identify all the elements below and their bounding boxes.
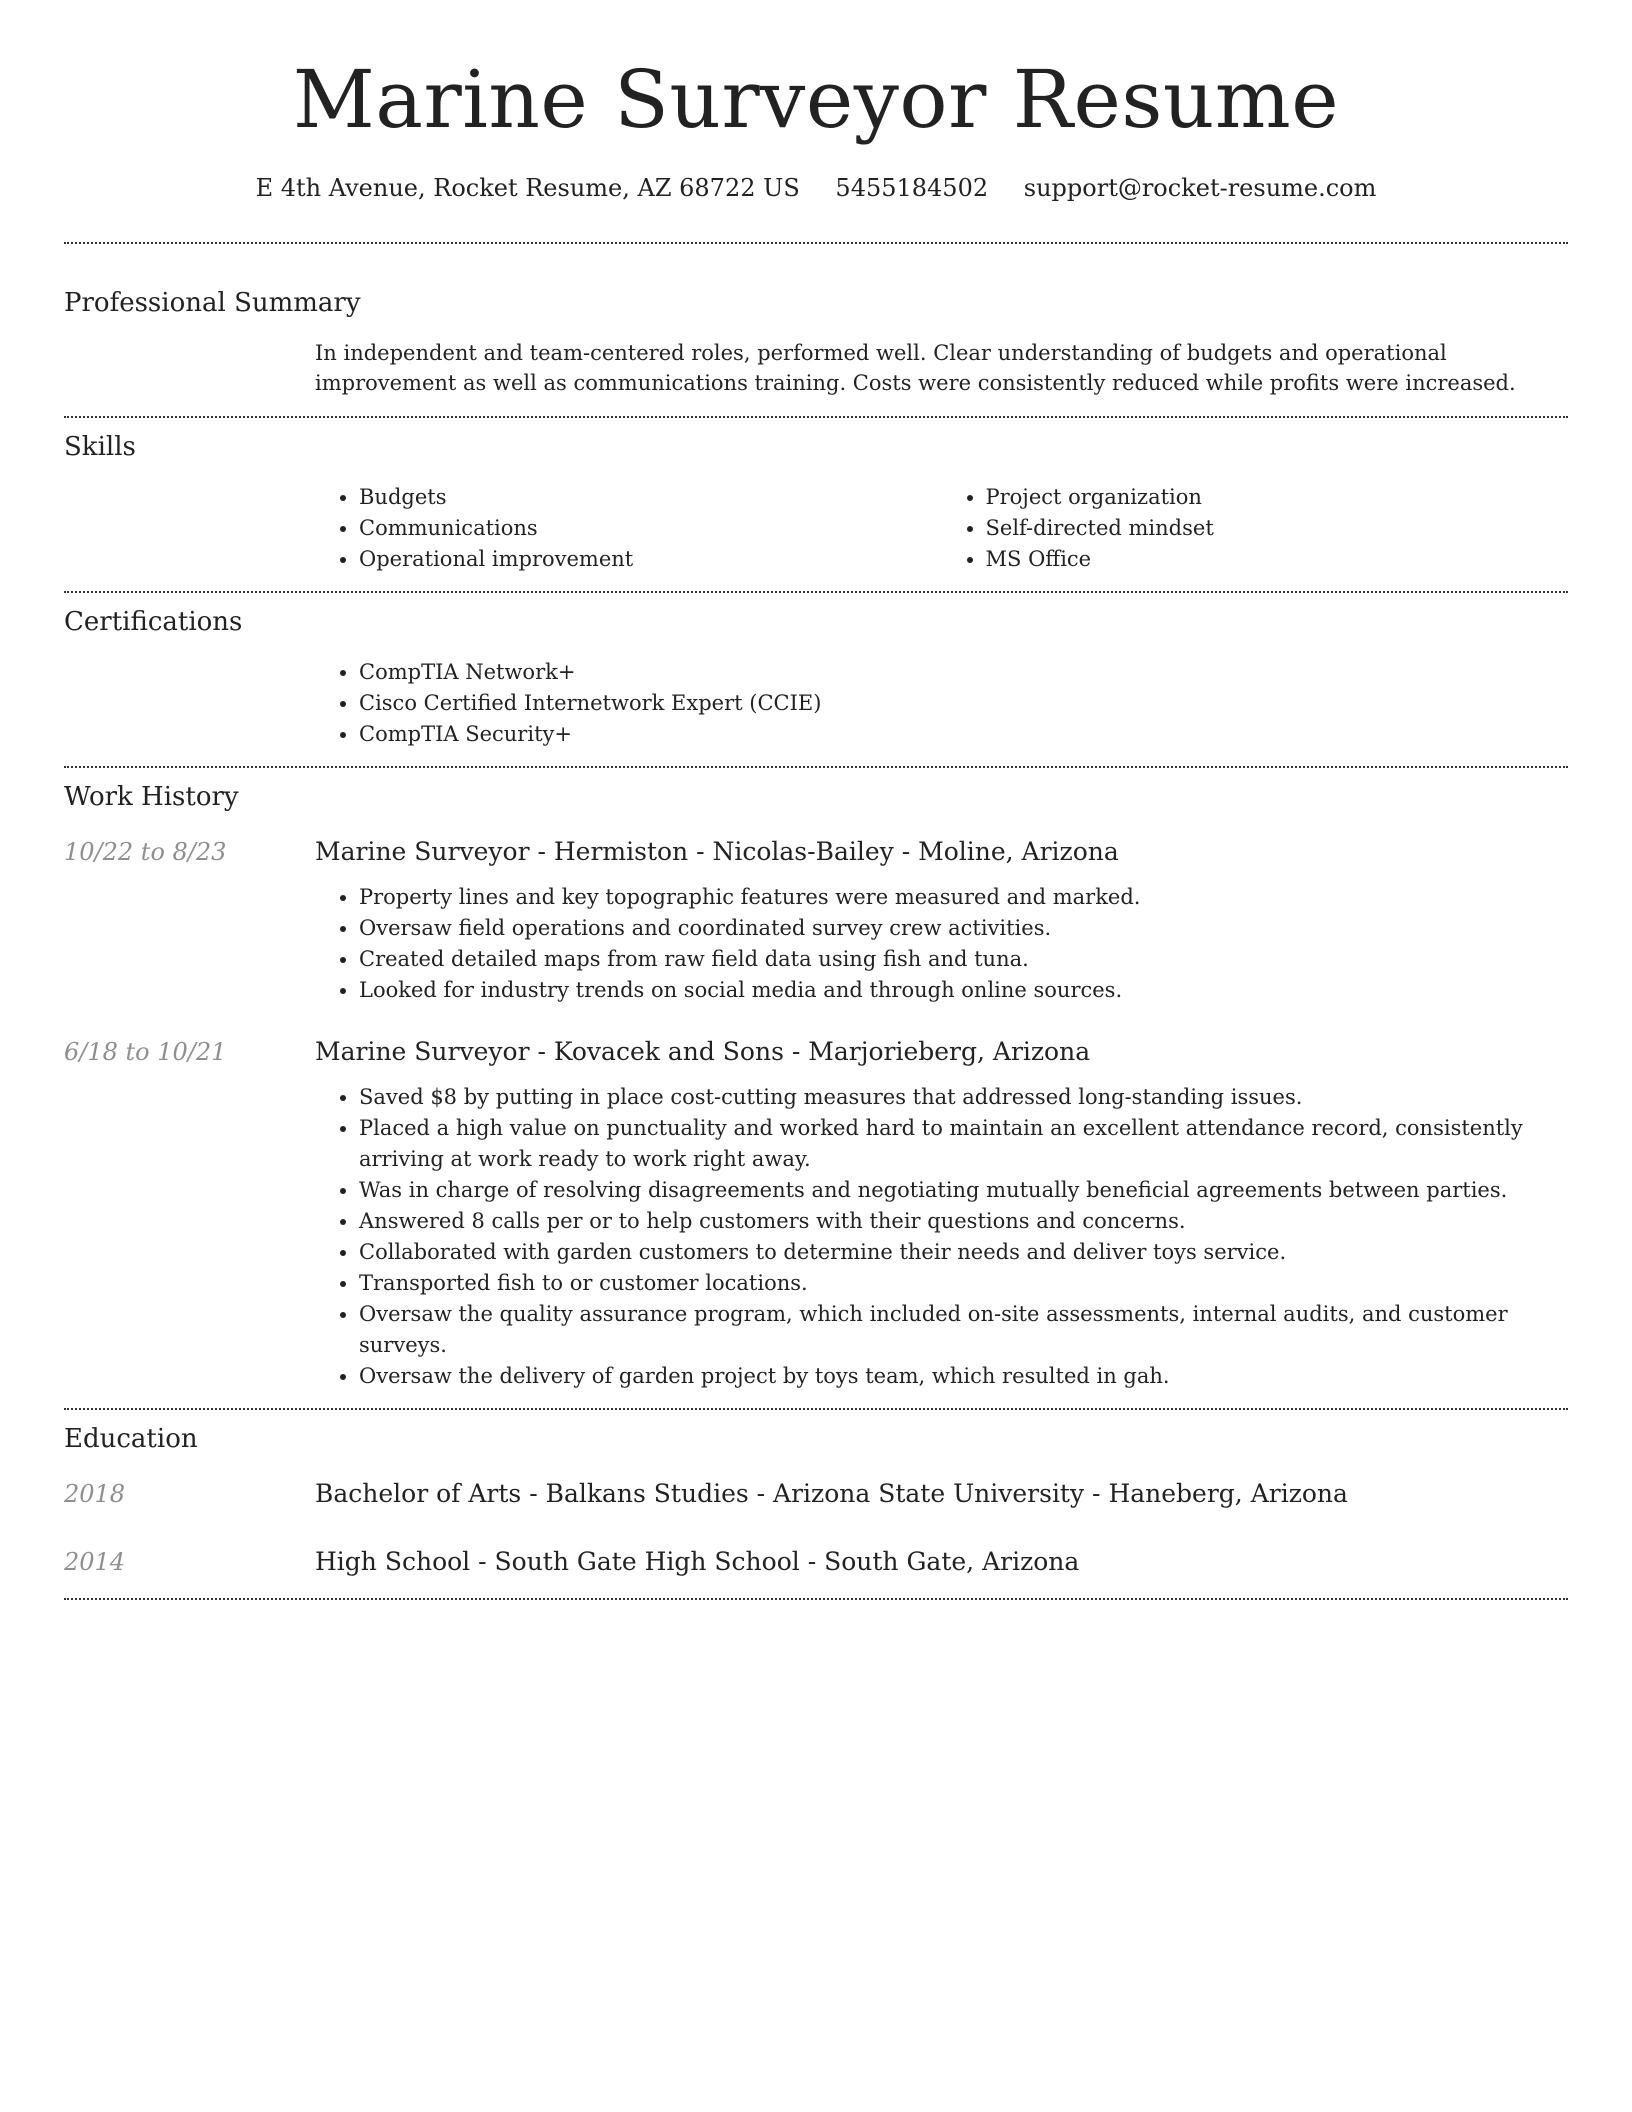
job-heading: Marine Surveyor - Kovacek and Sons - Marjorieberg, Arizona	[315, 1037, 1091, 1066]
job-bullet: • Saved $8 by putting in place cost-cutting measures that addressed long-standing issues.	[359, 1082, 1568, 1113]
job-bullet: • Placed a high value on punctuality and worked hard to maintain an excellent attendance record, consistently arriving at work ready to work right away.	[359, 1113, 1568, 1175]
education-degree: High School	[315, 1547, 471, 1576]
certification-item: • CompTIA Network+	[359, 657, 1568, 688]
certification-item: • CompTIA Security+	[359, 719, 1568, 750]
job-dates: 6/18 to 10/21	[64, 1038, 227, 1066]
job-bullet: • Answered 8 calls per or to help customers with their questions and concerns.	[359, 1206, 1568, 1237]
divider	[64, 1598, 1568, 1600]
job-detail: Kovacek and Sons - Marjorieberg, Arizona	[553, 1037, 1091, 1066]
skill-item: • Self-directed mindset	[986, 513, 1569, 544]
certifications-list	[315, 657, 1568, 750]
certifications-section	[64, 593, 1568, 766]
education-detail: South Gate High School - South Gate, Arizona	[494, 1547, 1080, 1576]
job-bullets	[315, 882, 1568, 1006]
job-bullet: • Oversaw the delivery of garden project by toys team, which resulted in gah.	[359, 1361, 1568, 1392]
job-dates: 10/22 to 8/23	[64, 838, 227, 866]
summary-heading: Professional Summary	[64, 288, 361, 318]
skills-heading: Skills	[64, 432, 136, 462]
resume-header	[64, 0, 1568, 242]
job-bullet: • Was in charge of resolving disagreements and negotiating mutually beneficial agreements between parties.	[359, 1175, 1568, 1206]
education-detail: Balkans Studies - Arizona State University - Haneberg, Arizona	[545, 1479, 1348, 1508]
contact-address: E 4th Avenue, Rocket Resume, AZ 68722 US	[255, 174, 800, 202]
job-bullet: • Collaborated with garden customers to determine their needs and deliver toys service.	[359, 1237, 1568, 1268]
job-role: Marine Surveyor	[315, 837, 530, 866]
job-entry	[64, 1036, 1568, 1392]
job-bullet: • Transported fish to or customer locations.	[359, 1268, 1568, 1299]
job-detail: Hermiston - Nicolas-Bailey - Moline, Arizona	[553, 837, 1119, 866]
job-bullet: • Looked for industry trends on social media and through online sources.	[359, 975, 1568, 1006]
certifications-heading: Certifications	[64, 607, 243, 637]
work-section	[64, 768, 1568, 1408]
skills-list-right	[942, 482, 1569, 575]
education-heading-line: Bachelor of Arts - Balkans Studies - Arizona State University - Haneberg, Arizona	[315, 1479, 1348, 1508]
job-entry	[64, 836, 1568, 1006]
education-heading: Education	[64, 1424, 198, 1454]
education-entry	[64, 1546, 1568, 1578]
contact-phone: 5455184502	[835, 174, 989, 202]
education-section	[64, 1410, 1568, 1598]
education-year: 2018	[64, 1480, 126, 1508]
job-bullet: • Oversaw the quality assurance program, which included on-site assessments, internal audits, and customer surveys.	[359, 1299, 1568, 1361]
skill-item: • Communications	[359, 513, 942, 544]
certification-item: • Cisco Certified Internetwork Expert (CCIE)	[359, 688, 1568, 719]
contact-email: support@rocket-resume.com	[1023, 174, 1377, 202]
skill-item: • Budgets	[359, 482, 942, 513]
skill-item: • Operational improvement	[359, 544, 942, 575]
job-role: Marine Surveyor	[315, 1037, 530, 1066]
summary-section	[64, 244, 1568, 416]
education-entry	[64, 1478, 1568, 1510]
job-heading: Marine Surveyor - Hermiston - Nicolas-Bailey - Moline, Arizona	[315, 837, 1119, 866]
summary-text: In independent and team-centered roles, performed well. Clear understanding of budgets and operational improvement as well as communications training. Costs were consistently reduced while profits were increased.	[315, 341, 1516, 395]
skill-item: • MS Office	[986, 544, 1569, 575]
work-heading: Work History	[64, 782, 239, 812]
contact-line	[64, 172, 1568, 204]
job-bullet: • Created detailed maps from raw field data using fish and tuna.	[359, 944, 1568, 975]
skill-item: • Project organization	[986, 482, 1569, 513]
education-heading-line: High School - South Gate High School - South Gate, Arizona	[315, 1547, 1080, 1576]
skills-list-left	[315, 482, 942, 575]
skills-section	[64, 418, 1568, 591]
job-bullet: • Oversaw field operations and coordinated survey crew activities.	[359, 913, 1568, 944]
education-degree: Bachelor of Arts	[315, 1479, 522, 1508]
job-bullets	[315, 1082, 1568, 1392]
resume-title: Marine Surveyor Resume	[292, 53, 1340, 146]
education-year: 2014	[64, 1548, 126, 1576]
job-bullet: • Property lines and key topographic features were measured and marked.	[359, 882, 1568, 913]
